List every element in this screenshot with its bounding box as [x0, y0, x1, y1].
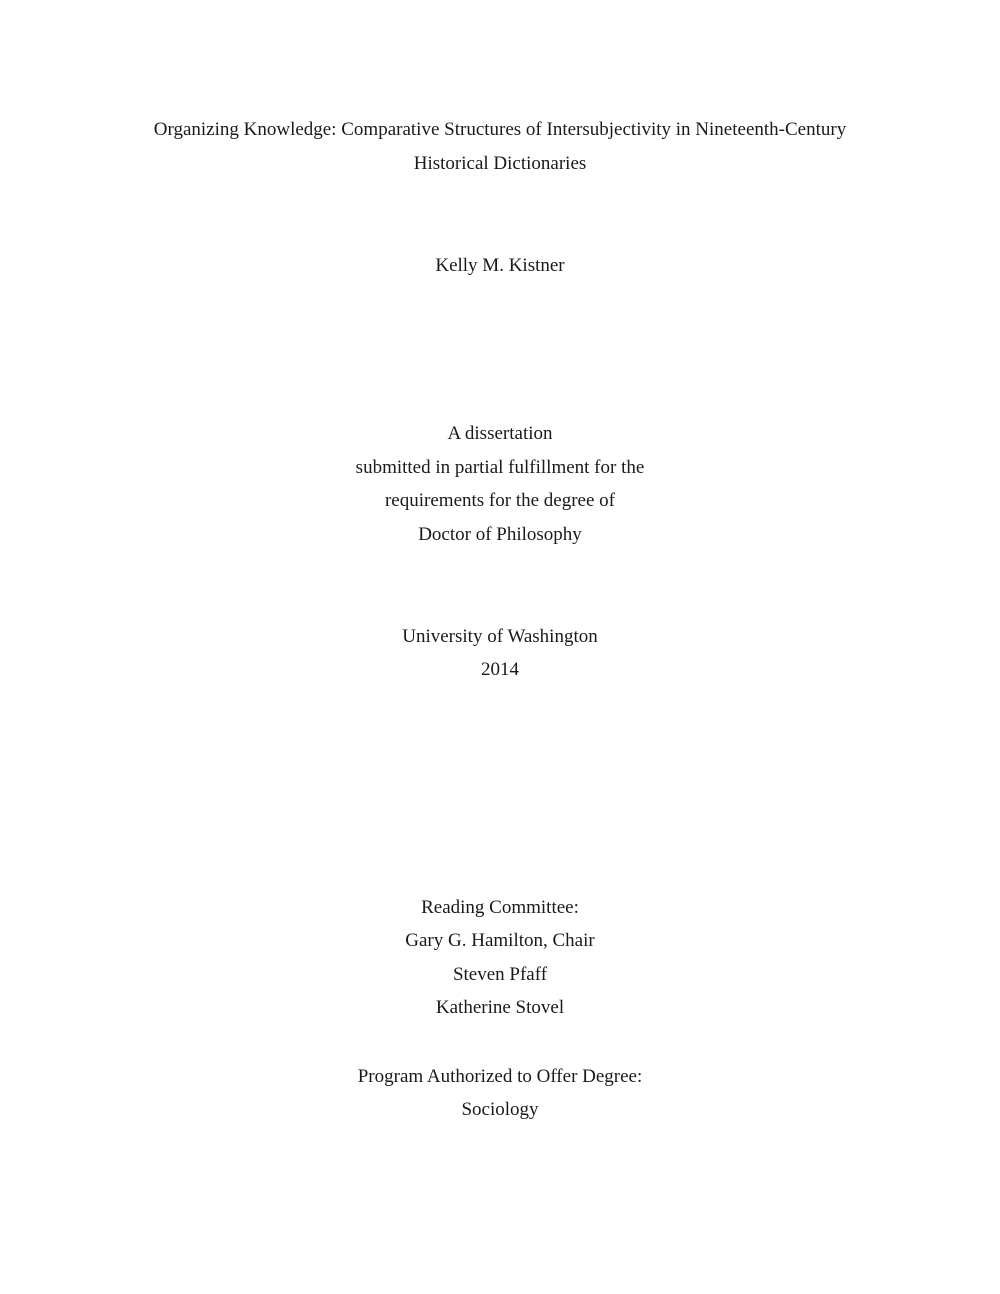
statement-line-3: requirements for the degree of	[384, 490, 615, 511]
program-heading: Program Authorized to Offer Degree:	[357, 1066, 643, 1087]
committee-heading: Reading Committee:	[421, 897, 579, 918]
dissertation-title-line-2: Historical Dictionaries	[413, 153, 587, 174]
statement-line-1: A dissertation	[447, 423, 553, 444]
committee-member: Gary G. Hamilton, Chair	[405, 930, 595, 951]
dissertation-title-line-1: Organizing Knowledge: Comparative Structures of Intersubjectivity in Nineteenth-Century	[153, 119, 847, 140]
committee-member: Steven Pfaff	[452, 964, 548, 985]
institution-name: University of Washington	[402, 626, 598, 647]
committee-member: Katherine Stovel	[435, 997, 565, 1018]
statement-line-4: Doctor of Philosophy	[418, 524, 582, 545]
program-name: Sociology	[461, 1099, 539, 1120]
statement-line-2: submitted in partial fulfillment for the	[355, 457, 645, 478]
author-name: Kelly M. Kistner	[435, 255, 565, 276]
degree-year: 2014	[481, 659, 519, 680]
